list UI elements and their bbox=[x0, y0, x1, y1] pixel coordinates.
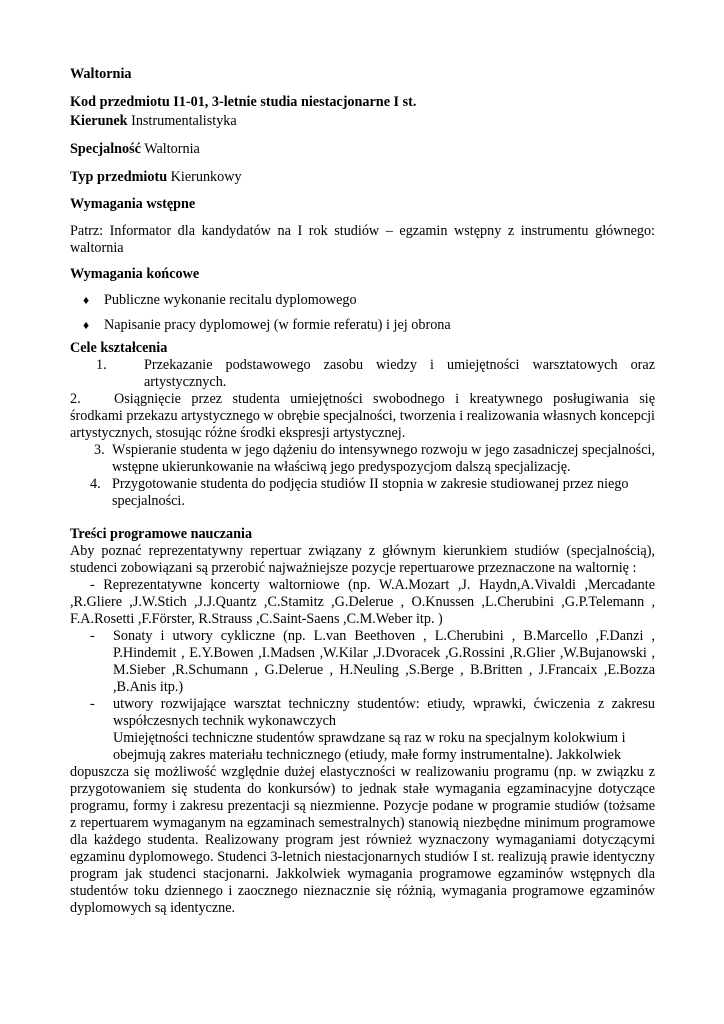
tresci-intro: Aby poznać reprezentatywny repertuar związany z głównym kierunkiem studiów (specjalnością), studenci zobowiązani są przerobić najważniejsze pozycje repertuarowe przeznaczone na waltornię : bbox=[70, 543, 655, 576]
wymagania-wstepne-text: Patrz: Informator dla kandydatów na I rok studiów – egzamin wstępny z instrumentu głównego: waltornia bbox=[70, 223, 655, 256]
cele-item-number: 1. bbox=[96, 357, 107, 373]
document-page bbox=[70, 66, 655, 917]
course-code: Kod przedmiotu I1-01, 3-letnie studia niestacjonarne I st. bbox=[70, 94, 417, 110]
typ-line bbox=[70, 169, 655, 186]
tresci-list-item bbox=[70, 628, 655, 696]
cele-item-4 bbox=[70, 476, 655, 510]
cele-item-1 bbox=[96, 357, 655, 391]
dash-bullet-icon: - bbox=[90, 696, 95, 712]
kierunek-line bbox=[70, 113, 655, 130]
typ-value: Kierunkowy bbox=[167, 169, 242, 185]
document-title: Waltornia bbox=[70, 66, 132, 82]
cele-item-3 bbox=[70, 442, 655, 476]
kierunek-label: Kierunek bbox=[70, 113, 128, 129]
typ-label: Typ przedmiotu bbox=[70, 169, 168, 185]
cele-item-text: Przekazanie podstawowego zasobu wiedzy i umiejętności warsztatowych oraz artystycznych. bbox=[144, 357, 655, 390]
tresci-heading: Treści programowe nauczania bbox=[70, 526, 253, 542]
specjalnosc-line bbox=[70, 141, 655, 158]
cele-item-number: 2. bbox=[70, 391, 81, 407]
cele-item-2 bbox=[70, 391, 655, 442]
umiejetnosci-line-1: Umiejętności techniczne studentów sprawdzane są raz w roku na specjalnym kolokwium i bbox=[113, 730, 626, 746]
diamond-bullet-icon: ♦ bbox=[83, 318, 90, 332]
diamond-bullet-icon: ♦ bbox=[83, 293, 90, 307]
cele-item-text: Przygotowanie studenta do podjęcia studiów II stopnia w zakresie studiowanej przez niego specjalności. bbox=[112, 476, 629, 509]
wymagania-koncowe-list bbox=[70, 292, 655, 334]
wymagania-wstepne-heading: Wymagania wstępne bbox=[70, 196, 196, 212]
list-item bbox=[70, 292, 655, 309]
wymagania-koncowe-heading: Wymagania końcowe bbox=[70, 266, 200, 282]
kierunek-value: Instrumentalistyka bbox=[127, 113, 237, 129]
list-item bbox=[70, 317, 655, 334]
tresci-list-item-text: Sonaty i utwory cykliczne (np. L.van Beethoven , L.Cherubini , B.Marcello ,F.Danzi , P.Hindemit , E.Y.Bowen ,I.Madsen ,W.Kilar ,J.Dvoracek ,G.Rossini ,R.Glier ,W.Bujanowski , M.Sieber ,R.Schumann , G.Delerue , H.Neuling ,S.Berge , B.Britten , J.Francaix ,E.Bozza ,B.Anis itp.) bbox=[113, 628, 655, 695]
tresci-list-item bbox=[70, 696, 655, 730]
specjalnosc-value: Waltornia bbox=[140, 141, 200, 157]
list-item-text: Napisanie pracy dyplomowej (w formie referatu) i jej obrona bbox=[104, 317, 451, 333]
tresci-list-item-text: utwory rozwijające warsztat techniczny studentów: etiudy, wprawki, ćwiczenia z zakresu współczesnych technik wykonawczych bbox=[113, 696, 655, 729]
tresci-koncerty: - Reprezentatywne koncerty waltorniowe (np. W.A.Mozart ,J. Haydn,A.Vivaldi ,Mercadante ,R.Gliere ,J.W.Stich ,J.J.Quantz ,C.Stamitz ,G.Delerue , O.Knussen ,L.Cherubini ,G.P.Telemann , F.A.Rosetti ,F.Förster, R.Strauss ,C.Saint-Saens ,C.M.Weber itp. ) bbox=[70, 577, 655, 627]
cele-heading: Cele kształcenia bbox=[70, 340, 168, 356]
umiejetnosci-line-2: obejmują zakres materiału technicznego (etiudy, małe formy instrumentalne). Jakkolwiek bbox=[113, 747, 622, 763]
dash-bullet-icon: - bbox=[90, 628, 95, 644]
cele-item-number: 4. bbox=[90, 476, 101, 492]
tresci-closing: dopuszcza się możliwość względnie dużej elastyczności w realizowaniu programu (np. w związku z przygotowaniem się studenta do konkursów) to jednak stałe wymagania egzaminacyjne dotyczące programu, formy i zakresu prezentacji są niezmienne. Pozycje podane w programie studiów (tożsame z repertuarem wymaganym na egzaminach semestralnych) stanowią niezbędne minimum programowe dla każdego studenta. Realizowany program jest również wyznaczony wymaganiami dotyczącymi egzaminu dyplomowego. Studenci 3-letnich niestacjonarnych studiów I st. realizują prawie identyczny program jak studenci stacjonarni. Jakkolwiek wymagania programowe egzaminów wstępnych dla studentów toku dziennego i zaocznego nieznacznie się różnią, wymagania programowe egzaminów dyplomowych są identyczne. bbox=[70, 764, 655, 916]
cele-item-text: Wspieranie studenta w jego dążeniu do intensywnego rozwoju w jego zasadniczej specjalności, wstępne ukierunkowanie na właściwą jego predyspozycjom dalszą specjalizację. bbox=[112, 442, 655, 475]
list-item-text: Publiczne wykonanie recitalu dyplomowego bbox=[104, 292, 357, 308]
cele-item-text: Osiągnięcie przez studenta umiejętności swobodnego i kreatywnego posługiwania się środkami przekazu artystycznego w obrębie specjalności, tworzenia i realizowania własnych koncepcji artystycznych, stosując różne środki ekspresji artystycznej. bbox=[70, 391, 655, 441]
specjalnosc-label: Specjalność bbox=[70, 141, 141, 157]
cele-item-number: 3. bbox=[94, 442, 105, 458]
